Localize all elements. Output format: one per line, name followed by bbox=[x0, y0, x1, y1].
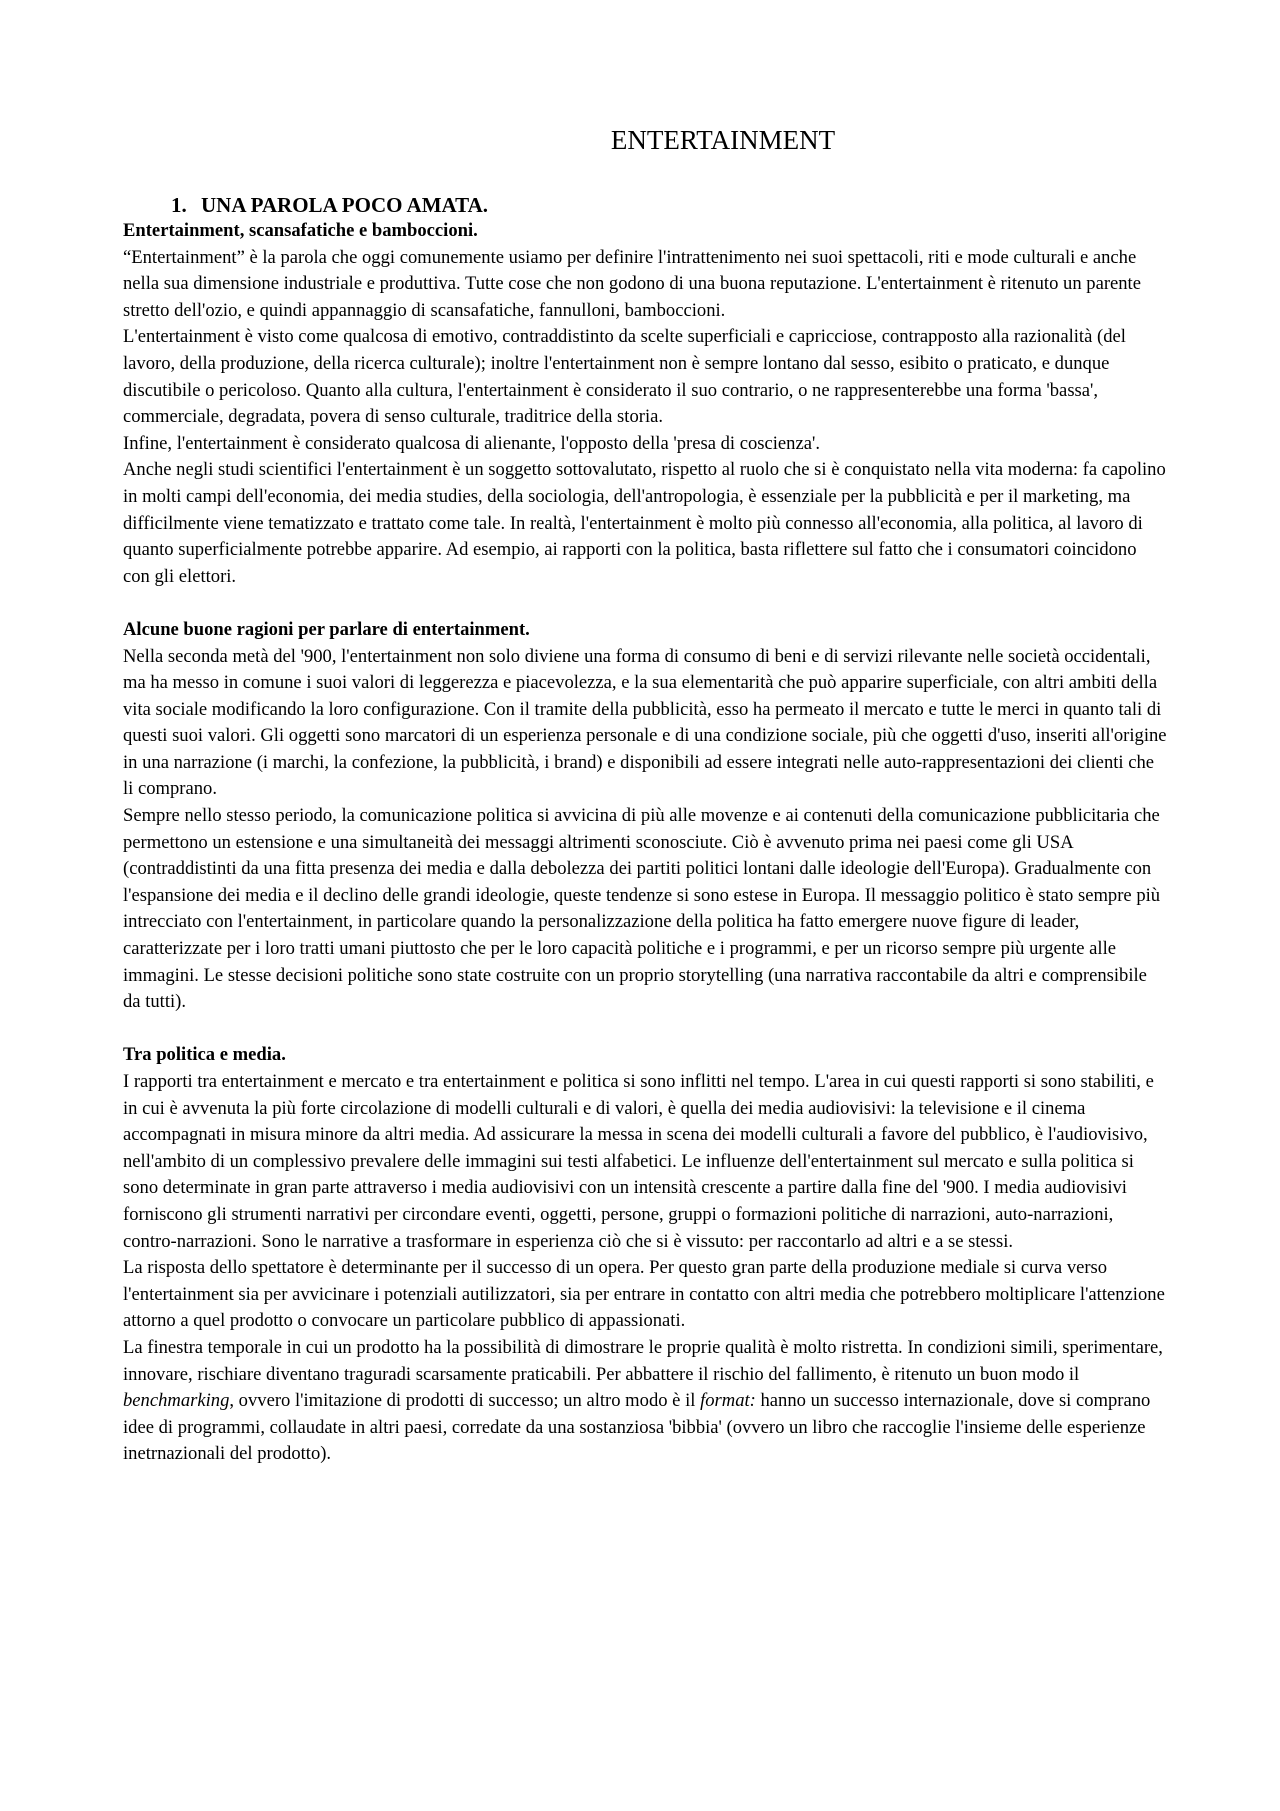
section-heading: Entertainment, scansafatiche e bamboccioni. bbox=[123, 220, 478, 241]
italic-term-benchmarking: benchmarking bbox=[123, 1390, 230, 1412]
section-entertainment-scansafatiche bbox=[123, 218, 1168, 590]
paragraph-last bbox=[123, 1335, 1168, 1468]
chapter-number: 1. bbox=[171, 193, 187, 217]
paragraph: Nella seconda metà del '900, l'entertainment non solo diviene una forma di consumo di beni e di servizi rilevante nelle società occidentali, ma ha messo in comune i suoi valori di leggerezza e piacevolezza, e la sua elementarità che può apparire superficiale, con altri ambiti della vita sociale modificando la loro configurazione. Con il tramite della pubblicità, esso ha permeato il mercato e tutte le merci in quanto tali di questi suoi valori. Gli oggetti sono marcatori di un esperienza personale e di una condizione sociale, più che oggetti d'uso, inseriti all'origine in una narrazione (i marchi, la confezione, la pubblicità, i brand) e disponibili ad essere integrati nelle auto-rappresentazioni dei clienti che li comprano. bbox=[123, 645, 1167, 800]
chapter-title: UNA PAROLA POCO AMATA. bbox=[201, 193, 488, 217]
paragraph: I rapporti tra entertainment e mercato e tra entertainment e politica si sono inflitti nel tempo. L'area in cui questi rapporti si sono stabiliti, e in cui è avvenuta la più forte circolazione di modelli culturali e di valori, è quella dei media audiovisivi: la televisione e il cinema accompagnati in misura minore da altri media. Ad assicurare la messa in scena dei modelli culturali a favore del pubblico, è l'audiovisivo, nell'ambito di un complessivo prevalere delle immagini sui testi alfabetici. Le influenze dell'entertainment sul mercato e sulla politica si sono determinate in gran parte attraverso i media audiovisivi con un intensità crescente a partire dalla fine del '900. I media audiovisivi forniscono gli strumenti narrativi per circondare eventi, oggetti, persone, gruppi o formazioni politiche di narrazioni, auto-narrazioni, contro-narrazioni. Sono le narrative a trasformare in esperienza ciò che si è vissuto: per raccontarlo ad altri e a se stessi. bbox=[123, 1071, 1154, 1252]
chapter-heading bbox=[171, 192, 1168, 218]
text-run: hanno un successo internazionale, dove si comprano idee di programmi, collaudate in altri paesi, corredate da una sostanziosa 'bibbia' (ovvero un libro che raccoglie l'insieme delle esperienze inetrnazionali del prodotto). bbox=[123, 1390, 1151, 1465]
paragraph: Infine, l'entertainment è considerato qualcosa di alienante, l'opposto della 'presa di coscienza'. bbox=[123, 432, 820, 454]
text-run: , ovvero l'imitazione di prodotti di successo; un altro modo è il bbox=[229, 1390, 701, 1412]
section-politica-media bbox=[123, 1042, 1168, 1468]
italic-term-format: format: bbox=[700, 1390, 756, 1412]
paragraph: L'entertainment è visto come qualcosa di emotivo, contraddistinto da scelte superficiali e capricciose, contrapposto alla razionalità (del lavoro, della produzione, della ricerca culturale); inoltre l'entertainment non è sempre lontano dal sesso, esibito o praticato, e dunque discutibile o pericoloso. Quanto alla cultura, l'entertainment è considerato il suo contrario, o ne rappresenterebbe una forma 'bassa', commerciale, degradata, povera di senso culturale, traditrice della storia. bbox=[123, 326, 1126, 428]
document-body bbox=[123, 192, 1168, 1468]
paragraph: “Entertainment” è la parola che oggi comunemente usiamo per definire l'intrattenimento nei suoi spettacoli, riti e mode culturali e anche nella sua dimensione industriale e produttiva. Tutte cose che non godono di una buona reputazione. L'entertainment è ritenuto un parente stretto dell'ozio, e quindi appannaggio di scansafatiche, fannulloni, bamboccioni. bbox=[123, 246, 1141, 321]
section-heading: Tra politica e media. bbox=[123, 1044, 286, 1066]
document-title: ENTERTAINMENT bbox=[610, 125, 836, 155]
section-heading: Alcune buone ragioni per parlare di entertainment. bbox=[123, 618, 530, 640]
section-buone-ragioni bbox=[123, 617, 1168, 1016]
paragraph: Anche negli studi scientifici l'entertainment è un soggetto sottovalutato, rispetto al ruolo che si è conquistato nella vita moderna: fa capolino in molti campi dell'economia, dei media studies, della sociologia, dell'antropologia, è essenziale per la pubblicità e per il marketing, ma difficilmente viene tematizzato e trattato come tale. In realtà, l'entertainment è molto più connesso all'economia, alla politica, al lavoro di quanto superficialmente potrebbe apparire. Ad esempio, ai rapporti con la politica, basta riflettere sul fatto che i consumatori coincidono con gli elettori. bbox=[123, 459, 1166, 587]
text-run: La finestra temporale in cui un prodotto ha la possibilità di dimostrare le proprie qualità è molto ristretta. In condizioni simili, sperimentare, innovare, rischiare diventano traguradi scarsamente praticabili. Per abbattere il rischio del fallimento, è ritenuto un buon modo il bbox=[123, 1336, 1163, 1385]
paragraph: Sempre nello stesso periodo, la comunicazione politica si avvicina di più alle movenze e ai contenuti della comunicazione pubblicitaria che permettono un estensione e una simultaneità dei messaggi altrimenti sconosciute. Ciò è avvenuto prima nei paesi come gli USA (contraddistinti da una fitta presenza dei media e dalla debolezza dei partiti politici lontani dalle ideologie dell'Europa). Gradualmente con l'espansione dei media e il declino delle grandi ideologie, queste tendenze si sono estese in Europa. Il messaggio politico è stato sempre più intrecciato con l'entertainment, in particolare quando la personalizzazione della politica ha fatto emergere nuove figure di leader, caratterizzate per i loro tratti umani piuttosto che per le loro capacità politiche e i programmi, e per un ricorso sempre più urgente alle immagini. Le stesse decisioni politiche sono state costruite con un proprio storytelling (una narrativa raccontabile da altri e comprensibile da tutti). bbox=[123, 805, 1161, 1013]
paragraph: La risposta dello spettatore è determinante per il successo di un opera. Per questo gran parte della produzione mediale si curva verso l'entertainment sia per avvicinare i potenziali autilizzatori, sia per entrare in contatto con altri media che potrebbero moltiplicare l'attenzione attorno a quel prodotto o convocare un particolare pubblico di appassionati. bbox=[123, 1257, 1165, 1332]
